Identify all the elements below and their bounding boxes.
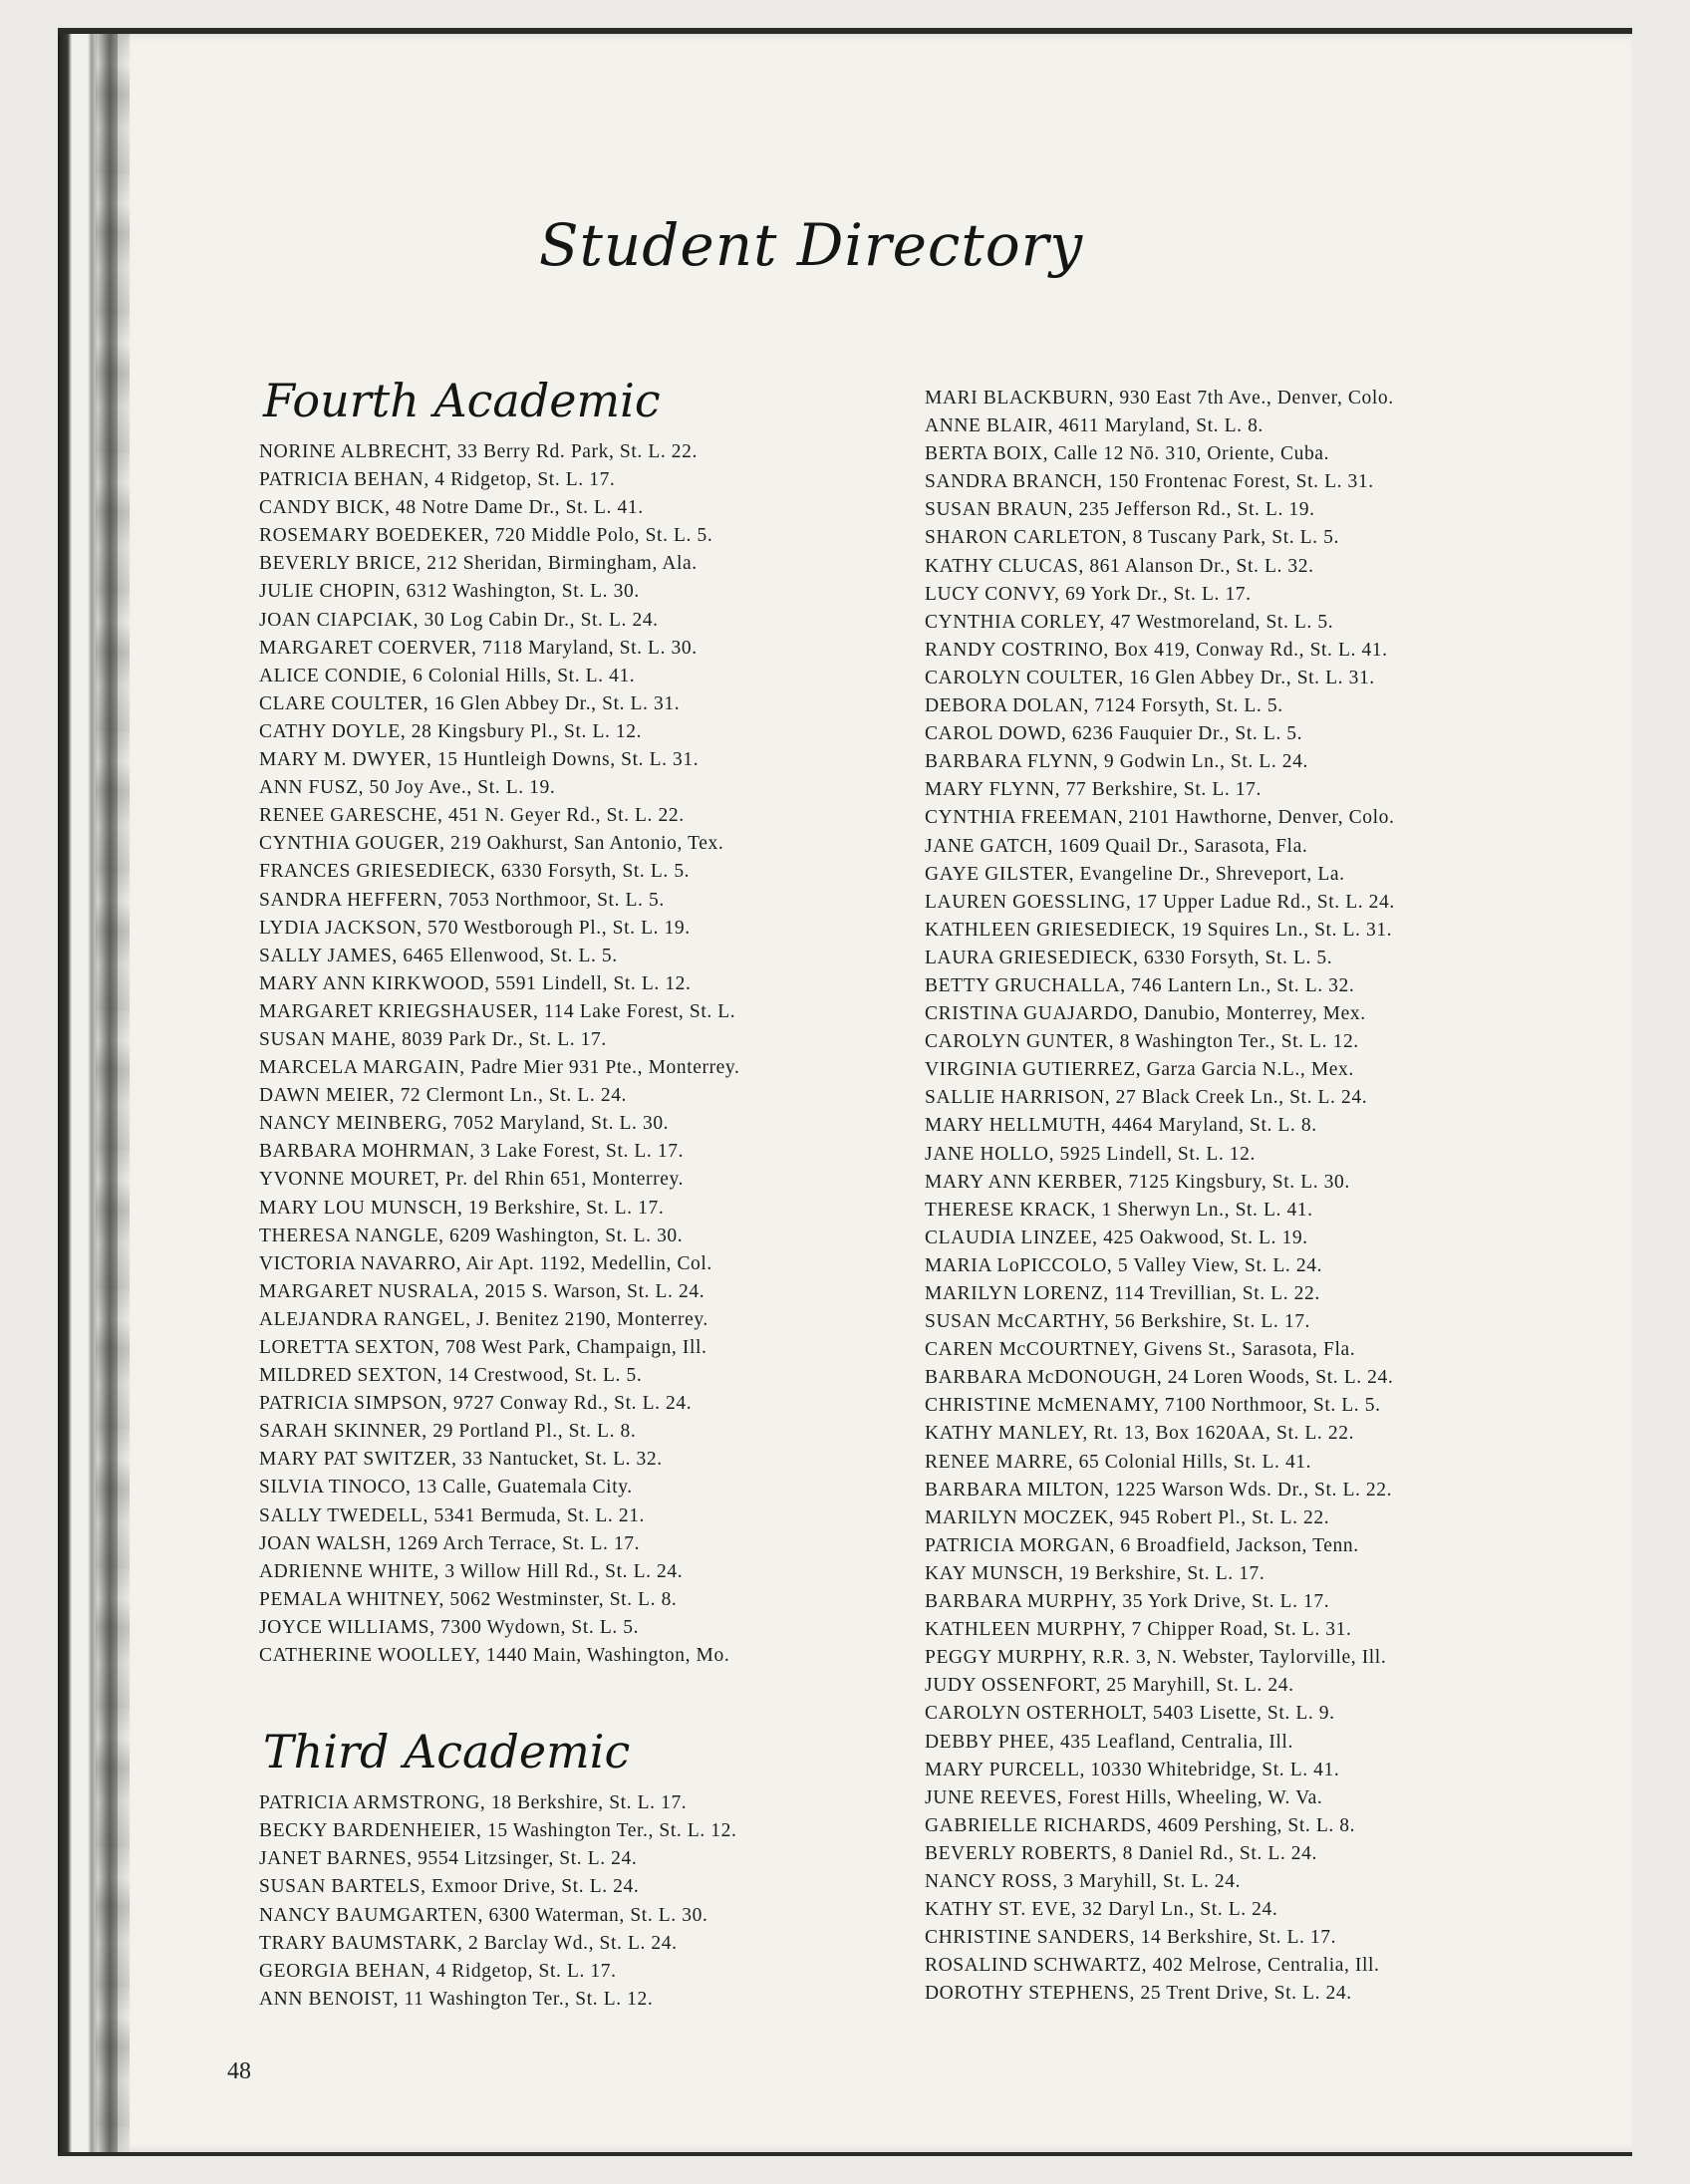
directory-entry: NANCY MEINBERG, 7052 Maryland, St. L. 30. [259, 1113, 670, 1135]
directory-entry: JANE GATCH, 1609 Quail Dr., Sarasota, Fla. [925, 835, 1308, 857]
directory-entry: BARBARA FLYNN, 9 Godwin Ln., St. L. 24. [925, 751, 1308, 773]
directory-entry: MARY ANN KERBER, 7125 Kingsbury, St. L. 30. [925, 1171, 1350, 1193]
directory-entry: ANN BENOIST, 11 Washington Ter., St. L. 12. [259, 1988, 654, 2010]
third-academic-continued-list [925, 385, 1682, 2008]
directory-entry: MARILYN MOCZEK, 945 Robert Pl., St. L. 22. [925, 1506, 1330, 1528]
directory-entry: GAYE GILSTER, Evangeline Dr., Shreveport, La. [925, 863, 1345, 885]
directory-entry: BETTY GRUCHALLA, 746 Lantern Ln., St. L. 32. [925, 974, 1355, 996]
directory-entry: PEMALA WHITNEY, 5062 Westminster, St. L. 8. [259, 1588, 678, 1610]
section-heading-fourth-academic: Fourth Academic [263, 374, 661, 427]
directory-entry: THERESA NANGLE, 6209 Washington, St. L. 30. [259, 1225, 684, 1246]
directory-entry: JULIE CHOPIN, 6312 Washington, St. L. 30. [259, 581, 640, 603]
directory-entry: CHRISTINE McMENAMY, 7100 Northmoor, St. L. 5. [925, 1395, 1381, 1417]
directory-entry: MARI BLACKBURN, 930 East 7th Ave., Denver, Colo. [925, 388, 1394, 409]
directory-entry: BECKY BARDENHEIER, 15 Washington Ter., St. L. 12. [259, 1820, 737, 1842]
directory-entry: SALLY TWEDELL, 5341 Bermuda, St. L. 21. [259, 1504, 646, 1526]
fourth-academic-list [259, 438, 977, 1670]
directory-entry: CAROLYN COULTER, 16 Glen Abbey Dr., St. L. 31. [925, 667, 1375, 688]
directory-entry: SUSAN BARTELS, Exmoor Drive, St. L. 24. [259, 1876, 640, 1898]
directory-entry: LORETTA SEXTON, 708 West Park, Champaign, Ill. [259, 1337, 707, 1358]
directory-entry: DEBBY PHEE, 435 Leafland, Centralia, Ill. [925, 1731, 1293, 1753]
directory-entry: JOAN CIAPCIAK, 30 Log Cabin Dr., St. L. 24. [259, 609, 659, 631]
directory-entry: RENEE MARRE, 65 Colonial Hills, St. L. 41. [925, 1451, 1312, 1473]
directory-entry: BARBARA McDONOUGH, 24 Loren Woods, St. L. 24. [925, 1367, 1394, 1389]
directory-entry: JOAN WALSH, 1269 Arch Terrace, St. L. 17. [259, 1532, 641, 1554]
directory-entry: SARAH SKINNER, 29 Portland Pl., St. L. 8. [259, 1421, 637, 1443]
directory-entry: MARY PURCELL, 10330 Whitebridge, St. L. 41. [925, 1759, 1340, 1780]
directory-entry: ALEJANDRA RANGEL, J. Benitez 2190, Monterrey. [259, 1308, 708, 1330]
directory-entry: RENEE GARESCHE, 451 N. Geyer Rd., St. L. 22. [259, 805, 685, 827]
directory-entry: GABRIELLE RICHARDS, 4609 Pershing, St. L. 8. [925, 1814, 1356, 1836]
directory-entry: MARY HELLMUTH, 4464 Maryland, St. L. 8. [925, 1115, 1317, 1137]
directory-entry: JANE HOLLO, 5925 Lindell, St. L. 12. [925, 1143, 1256, 1165]
directory-entry: CYNTHIA FREEMAN, 2101 Hawthorne, Denver, Colo. [925, 807, 1395, 829]
directory-entry: PATRICIA ARMSTRONG, 18 Berkshire, St. L. 17. [259, 1792, 688, 1814]
directory-entry: CANDY BICK, 48 Notre Dame Dr., St. L. 41. [259, 497, 644, 519]
directory-entry: TRARY BAUMSTARK, 2 Barclay Wd., St. L. 24. [259, 1932, 678, 1954]
directory-entry: FRANCES GRIESEDIECK, 6330 Forsyth, St. L. 5. [259, 861, 691, 883]
directory-entry: THERESE KRACK, 1 Sherwyn Ln., St. L. 41. [925, 1199, 1313, 1221]
directory-entry: GEORGIA BEHAN, 4 Ridgetop, St. L. 17. [259, 1960, 617, 1982]
directory-entry: CRISTINA GUAJARDO, Danubio, Monterrey, Mex. [925, 1003, 1366, 1025]
directory-entry: SANDRA HEFFERN, 7053 Northmoor, St. L. 5. [259, 889, 665, 911]
directory-entry: BARBARA MILTON, 1225 Warson Wds. Dr., St. L. 22. [925, 1479, 1393, 1501]
directory-entry: KATHLEEN GRIESEDIECK, 19 Squires Ln., St. L. 31. [925, 919, 1393, 941]
directory-entry: CAROLYN OSTERHOLT, 5403 Lisette, St. L. 9. [925, 1703, 1335, 1725]
directory-entry: PEGGY MURPHY, R.R. 3, N. Webster, Taylorville, Ill. [925, 1647, 1387, 1669]
directory-entry: PATRICIA BEHAN, 4 Ridgetop, St. L. 17. [259, 469, 616, 491]
directory-entry: DEBORA DOLAN, 7124 Forsyth, St. L. 5. [925, 695, 1283, 717]
directory-entry: MARY ANN KIRKWOOD, 5591 Lindell, St. L. 12. [259, 972, 692, 994]
directory-entry: NORINE ALBRECHT, 33 Berry Rd. Park, St. L. 22. [259, 441, 698, 462]
directory-entry: CHRISTINE SANDERS, 14 Berkshire, St. L. 17. [925, 1927, 1337, 1949]
directory-entry: ALICE CONDIE, 6 Colonial Hills, St. L. 41. [259, 665, 636, 686]
directory-entry: ROSEMARY BOEDEKER, 720 Middle Polo, St. L. 5. [259, 525, 713, 547]
directory-entry: CATHY DOYLE, 28 Kingsbury Pl., St. L. 12. [259, 720, 643, 742]
directory-entry: SHARON CARLETON, 8 Tuscany Park, St. L. 5. [925, 527, 1339, 549]
directory-entry: LUCY CONVY, 69 York Dr., St. L. 17. [925, 583, 1252, 605]
directory-entry: VICTORIA NAVARRO, Air Apt. 1192, Medellin, Col. [259, 1252, 712, 1274]
binding-texture [96, 34, 130, 2154]
page-number: 48 [227, 2058, 251, 2084]
directory-entry: ADRIENNE WHITE, 3 Willow Hill Rd., St. L. 24. [259, 1560, 684, 1582]
directory-entry: ANNE BLAIR, 4611 Maryland, St. L. 8. [925, 415, 1264, 437]
directory-entry: VIRGINIA GUTIERREZ, Garza Garcia N.L., Mex. [925, 1059, 1354, 1081]
directory-entry: KATHY ST. EVE, 32 Daryl Ln., St. L. 24. [925, 1899, 1278, 1921]
directory-entry: MARGARET COERVER, 7118 Maryland, St. L. 30. [259, 637, 698, 659]
directory-entry: CAREN McCOURTNEY, Givens St., Sarasota, Fla. [925, 1339, 1356, 1361]
directory-entry: PATRICIA MORGAN, 6 Broadfield, Jackson, Tenn. [925, 1534, 1359, 1556]
directory-entry: DOROTHY STEPHENS, 25 Trent Drive, St. L. 24. [925, 1983, 1352, 2005]
directory-entry: MARILYN LORENZ, 114 Trevillian, St. L. 22. [925, 1283, 1320, 1304]
directory-entry: BEVERLY ROBERTS, 8 Daniel Rd., St. L. 24. [925, 1842, 1317, 1864]
directory-entry: CLARE COULTER, 16 Glen Abbey Dr., St. L. 31. [259, 692, 681, 714]
bottom-rule [58, 2152, 1632, 2156]
directory-entry: CYNTHIA GOUGER, 219 Oakhurst, San Antonio, Tex. [259, 833, 724, 855]
directory-entry: KATHLEEN MURPHY, 7 Chipper Road, St. L. 31. [925, 1619, 1352, 1641]
directory-entry: SANDRA BRANCH, 150 Frontenac Forest, St. L. 31. [925, 471, 1374, 493]
page-title: Student Directory [538, 211, 1084, 279]
directory-entry: LYDIA JACKSON, 570 Westborough Pl., St. L. 19. [259, 917, 691, 939]
directory-entry: MARGARET NUSRALA, 2015 S. Warson, St. L. 24. [259, 1280, 705, 1302]
directory-entry: DAWN MEIER, 72 Clermont Ln., St. L. 24. [259, 1085, 628, 1107]
directory-entry: ANN FUSZ, 50 Joy Ave., St. L. 19. [259, 777, 556, 799]
directory-entry: JOYCE WILLIAMS, 7300 Wydown, St. L. 5. [259, 1616, 640, 1638]
directory-entry: MARIA LoPICCOLO, 5 Valley View, St. L. 24. [925, 1254, 1323, 1276]
directory-entry: PATRICIA SIMPSON, 9727 Conway Rd., St. L. 24. [259, 1393, 693, 1415]
directory-entry: SUSAN McCARTHY, 56 Berkshire, St. L. 17. [925, 1311, 1311, 1333]
directory-entry: MARY M. DWYER, 15 Huntleigh Downs, St. L. 31. [259, 749, 700, 771]
directory-entry: JANET BARNES, 9554 Litzsinger, St. L. 24. [259, 1848, 638, 1870]
directory-entry: JUDY OSSENFORT, 25 Maryhill, St. L. 24. [925, 1675, 1294, 1697]
directory-entry: LAURA GRIESEDIECK, 6330 Forsyth, St. L. 5. [925, 947, 1333, 968]
directory-entry: RANDY COSTRINO, Box 419, Conway Rd., St. L. 41. [925, 639, 1388, 661]
section-heading-third-academic: Third Academic [263, 1725, 631, 1779]
directory-entry: KAY MUNSCH, 19 Berkshire, St. L. 17. [925, 1562, 1266, 1584]
directory-entry: CATHERINE WOOLLEY, 1440 Main, Washington, Mo. [259, 1645, 730, 1667]
directory-entry: MILDRED SEXTON, 14 Crestwood, St. L. 5. [259, 1365, 643, 1387]
directory-entry: BARBARA MURPHY, 35 York Drive, St. L. 17. [925, 1591, 1330, 1613]
directory-entry: BEVERLY BRICE, 212 Sheridan, Birmingham, Ala. [259, 553, 698, 575]
directory-entry: SALLY JAMES, 6465 Ellenwood, St. L. 5. [259, 945, 618, 966]
directory-entry: MARY LOU MUNSCH, 19 Berkshire, St. L. 17. [259, 1197, 665, 1219]
left-column [259, 363, 977, 2014]
directory-entry: MARGARET KRIEGSHAUSER, 114 Lake Forest, St. L. [259, 1000, 736, 1022]
directory-entry: MARCELA MARGAIN, Padre Mier 931 Pte., Monterrey. [259, 1057, 740, 1079]
directory-entry: BARBARA MOHRMAN, 3 Lake Forest, St. L. 17. [259, 1141, 685, 1163]
directory-entry: MARY PAT SWITZER, 33 Nantucket, St. L. 32. [259, 1449, 663, 1471]
directory-entry: SUSAN MAHE, 8039 Park Dr., St. L. 17. [259, 1028, 607, 1050]
directory-entry: CAROL DOWD, 6236 Fauquier Dr., St. L. 5. [925, 723, 1303, 745]
directory-entry: NANCY ROSS, 3 Maryhill, St. L. 24. [925, 1870, 1242, 1892]
directory-entry: LAUREN GOESSLING, 17 Upper Ladue Rd., St. L. 24. [925, 891, 1395, 913]
directory-entry: MARY FLYNN, 77 Berkshire, St. L. 17. [925, 779, 1262, 801]
directory-entry: KATHY MANLEY, Rt. 13, Box 1620AA, St. L. 22. [925, 1423, 1355, 1445]
directory-entry: NANCY BAUMGARTEN, 6300 Waterman, St. L. 30. [259, 1904, 708, 1926]
section-gap [259, 1670, 977, 1714]
directory-entry: KATHY CLUCAS, 861 Alanson Dr., St. L. 32. [925, 555, 1314, 577]
page-sheet [118, 34, 1632, 2152]
directory-entry: ROSALIND SCHWARTZ, 402 Melrose, Centralia, Ill. [925, 1955, 1380, 1977]
directory-entry: JUNE REEVES, Forest Hills, Wheeling, W. Va. [925, 1786, 1323, 1808]
directory-entry: CAROLYN GUNTER, 8 Washington Ter., St. L. 12. [925, 1031, 1359, 1053]
directory-entry: BERTA BOIX, Calle 12 Nō. 310, Oriente, Cuba. [925, 443, 1330, 465]
directory-entry: SALLIE HARRISON, 27 Black Creek Ln., St. L. 24. [925, 1087, 1368, 1109]
directory-entry: YVONNE MOURET, Pr. del Rhin 651, Monterrey. [259, 1169, 685, 1191]
third-academic-list [259, 1789, 977, 2014]
directory-entry: SILVIA TINOCO, 13 Calle, Guatemala City. [259, 1477, 633, 1499]
directory-entry: SUSAN BRAUN, 235 Jefferson Rd., St. L. 19. [925, 499, 1315, 521]
directory-entry: CYNTHIA CORLEY, 47 Westmoreland, St. L. 5. [925, 611, 1334, 633]
right-column [925, 385, 1682, 2008]
directory-entry: CLAUDIA LINZEE, 425 Oakwood, St. L. 19. [925, 1227, 1308, 1248]
